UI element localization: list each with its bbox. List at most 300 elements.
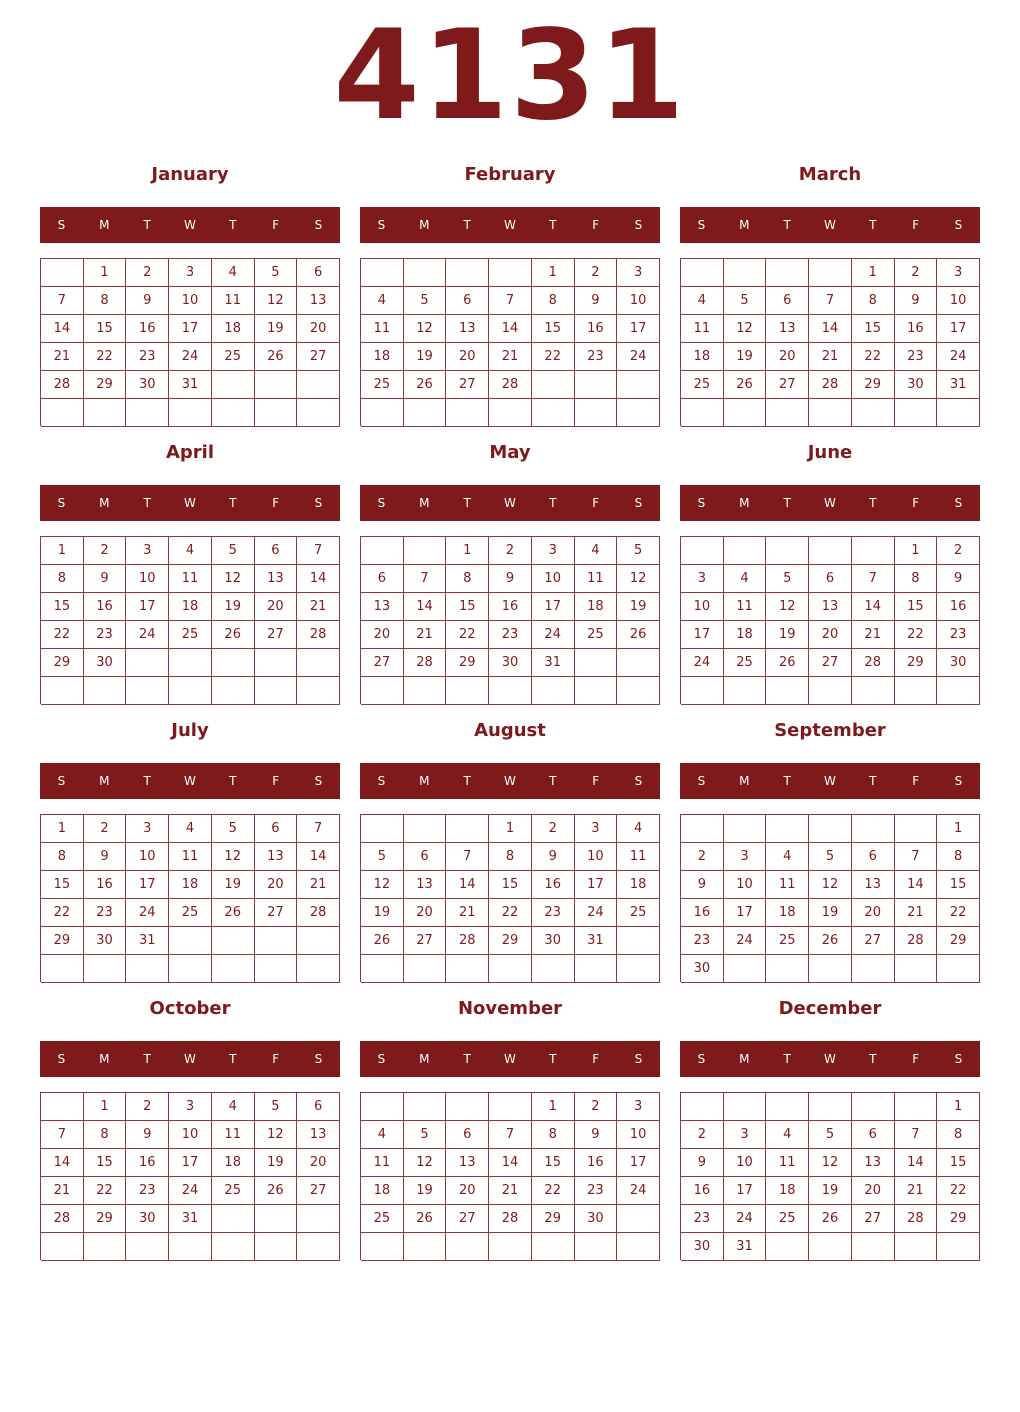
day-cell: 26 [617, 621, 660, 649]
day-cell: 9 [126, 287, 169, 315]
day-cell: 17 [575, 871, 618, 899]
empty-cell [681, 399, 724, 427]
day-cell: 11 [617, 843, 660, 871]
weekday-label: S [697, 218, 706, 232]
day-cell: 27 [297, 343, 340, 371]
weekday-header [360, 1041, 660, 1077]
day-cell: 5 [212, 815, 255, 843]
day-cell: 22 [852, 343, 895, 371]
day-cell: 24 [724, 1205, 767, 1233]
empty-cell [297, 955, 340, 983]
day-cell: 22 [532, 1177, 575, 1205]
day-cell: 1 [532, 259, 575, 287]
day-cell: 26 [255, 1177, 298, 1205]
day-cell: 29 [446, 649, 489, 677]
weekday-label: T [783, 774, 791, 788]
day-cell: 23 [895, 343, 938, 371]
day-cell: 28 [41, 1205, 84, 1233]
day-cell: 11 [169, 565, 212, 593]
day-cell: 7 [297, 537, 340, 565]
empty-cell [532, 371, 575, 399]
day-cell: 7 [41, 287, 84, 315]
weekday-label: F [912, 218, 920, 232]
weekday-label: S [954, 1052, 963, 1066]
empty-cell [766, 677, 809, 705]
day-cell: 3 [169, 259, 212, 287]
empty-cell [937, 399, 980, 427]
weekday-label: S [634, 218, 643, 232]
month-name: August [474, 720, 546, 741]
day-cell: 12 [255, 287, 298, 315]
day-cell: 10 [169, 287, 212, 315]
day-cell: 17 [681, 621, 724, 649]
empty-cell [404, 677, 447, 705]
day-cell: 2 [937, 537, 980, 565]
day-cell: 24 [617, 1177, 660, 1205]
day-cell: 31 [126, 927, 169, 955]
day-cell: 7 [489, 1121, 532, 1149]
day-cell: 24 [937, 343, 980, 371]
day-cell: 19 [212, 871, 255, 899]
day-cell: 26 [724, 371, 767, 399]
day-cell: 20 [852, 899, 895, 927]
empty-cell [724, 815, 767, 843]
day-grid [360, 258, 660, 426]
day-cell: 7 [809, 287, 852, 315]
day-cell: 10 [937, 287, 980, 315]
empty-cell [41, 1233, 84, 1261]
day-cell: 14 [809, 315, 852, 343]
day-cell: 5 [255, 1093, 298, 1121]
weekday-label: T [869, 496, 877, 510]
month-name: September [774, 720, 886, 741]
day-cell: 21 [41, 1177, 84, 1205]
empty-cell [169, 677, 212, 705]
day-cell: 18 [724, 621, 767, 649]
weekday-label: S [377, 1052, 386, 1066]
day-cell: 25 [766, 927, 809, 955]
day-cell: 29 [41, 649, 84, 677]
day-cell: 23 [575, 1177, 618, 1205]
day-cell: 16 [532, 871, 575, 899]
weekday-label: F [592, 496, 600, 510]
day-cell: 1 [852, 259, 895, 287]
day-cell: 28 [852, 649, 895, 677]
empty-cell [766, 955, 809, 983]
weekday-label: T [229, 218, 237, 232]
day-cell: 26 [766, 649, 809, 677]
day-cell: 24 [169, 1177, 212, 1205]
day-cell: 21 [489, 1177, 532, 1205]
day-cell: 5 [404, 1121, 447, 1149]
day-cell: 15 [937, 871, 980, 899]
day-cell: 22 [84, 1177, 127, 1205]
weekday-label: M [739, 1052, 750, 1066]
day-cell: 17 [617, 315, 660, 343]
empty-cell [766, 259, 809, 287]
weekday-header [680, 207, 980, 243]
day-cell: 10 [724, 871, 767, 899]
empty-cell [937, 1233, 980, 1261]
weekday-label: W [824, 496, 836, 510]
empty-cell [361, 1093, 404, 1121]
day-cell: 26 [809, 927, 852, 955]
weekday-label: S [954, 496, 963, 510]
day-cell: 28 [404, 649, 447, 677]
day-cell: 5 [766, 565, 809, 593]
day-cell: 22 [937, 1177, 980, 1205]
day-cell: 1 [41, 815, 84, 843]
day-cell: 15 [41, 593, 84, 621]
day-cell: 16 [575, 1149, 618, 1177]
day-cell: 4 [212, 1093, 255, 1121]
empty-cell [724, 1093, 767, 1121]
day-cell: 13 [852, 1149, 895, 1177]
weekday-header [40, 1041, 340, 1077]
weekday-label: W [824, 774, 836, 788]
weekday-header [360, 763, 660, 799]
month-name: February [464, 164, 556, 185]
weekday-label: M [419, 1052, 430, 1066]
day-cell: 11 [361, 315, 404, 343]
day-cell: 2 [489, 537, 532, 565]
weekday-label: T [143, 1052, 151, 1066]
empty-cell [617, 677, 660, 705]
day-cell: 9 [895, 287, 938, 315]
day-cell: 9 [84, 843, 127, 871]
day-cell: 15 [532, 1149, 575, 1177]
day-cell: 18 [169, 593, 212, 621]
month-name: March [798, 164, 862, 185]
day-cell: 27 [852, 927, 895, 955]
empty-cell [575, 649, 618, 677]
day-cell: 10 [575, 843, 618, 871]
day-cell: 24 [575, 899, 618, 927]
day-cell: 8 [41, 843, 84, 871]
empty-cell [937, 677, 980, 705]
day-cell: 2 [532, 815, 575, 843]
weekday-label: M [99, 218, 110, 232]
day-cell: 9 [681, 1149, 724, 1177]
empty-cell [404, 1233, 447, 1261]
weekday-label: S [954, 774, 963, 788]
day-cell: 15 [937, 1149, 980, 1177]
day-cell: 6 [766, 287, 809, 315]
weekday-label: W [824, 218, 836, 232]
day-cell: 21 [895, 899, 938, 927]
day-cell: 17 [724, 899, 767, 927]
weekday-label: F [592, 774, 600, 788]
day-grid [360, 814, 660, 982]
day-cell: 6 [809, 565, 852, 593]
weekday-label: F [912, 496, 920, 510]
day-cell: 8 [84, 1121, 127, 1149]
weekday-label: M [739, 218, 750, 232]
day-cell: 11 [766, 1149, 809, 1177]
day-cell: 6 [255, 815, 298, 843]
empty-cell [766, 815, 809, 843]
day-cell: 7 [489, 287, 532, 315]
weekday-label: T [463, 496, 471, 510]
weekday-label: T [143, 218, 151, 232]
empty-cell [937, 955, 980, 983]
day-cell: 30 [489, 649, 532, 677]
day-cell: 20 [255, 593, 298, 621]
weekday-label: W [504, 774, 516, 788]
weekday-label: F [592, 1052, 600, 1066]
day-cell: 4 [361, 1121, 404, 1149]
day-cell: 9 [84, 565, 127, 593]
empty-cell [297, 1233, 340, 1261]
empty-cell [446, 677, 489, 705]
day-cell: 4 [724, 565, 767, 593]
day-cell: 4 [617, 815, 660, 843]
day-cell: 16 [489, 593, 532, 621]
empty-cell [681, 537, 724, 565]
day-cell: 15 [446, 593, 489, 621]
day-cell: 4 [681, 287, 724, 315]
day-cell: 13 [255, 843, 298, 871]
day-cell: 27 [446, 371, 489, 399]
day-cell: 23 [575, 343, 618, 371]
day-cell: 3 [617, 1093, 660, 1121]
empty-cell [297, 1205, 340, 1233]
day-grid [40, 258, 340, 426]
empty-cell [361, 259, 404, 287]
weekday-label: W [184, 218, 196, 232]
year-title: 4131 [333, 4, 687, 148]
day-cell: 22 [489, 899, 532, 927]
day-cell: 31 [937, 371, 980, 399]
day-cell: 6 [852, 1121, 895, 1149]
empty-cell [575, 371, 618, 399]
empty-cell [255, 649, 298, 677]
day-grid [680, 1092, 980, 1260]
day-cell: 8 [852, 287, 895, 315]
day-cell: 29 [84, 371, 127, 399]
day-cell: 31 [169, 371, 212, 399]
day-cell: 25 [169, 899, 212, 927]
day-cell: 16 [681, 899, 724, 927]
empty-cell [895, 1093, 938, 1121]
day-cell: 15 [489, 871, 532, 899]
day-cell: 18 [766, 1177, 809, 1205]
day-cell: 30 [126, 371, 169, 399]
day-cell: 7 [446, 843, 489, 871]
day-cell: 23 [126, 343, 169, 371]
empty-cell [255, 677, 298, 705]
day-cell: 2 [84, 815, 127, 843]
day-cell: 2 [84, 537, 127, 565]
empty-cell [84, 1233, 127, 1261]
day-cell: 28 [809, 371, 852, 399]
day-cell: 18 [681, 343, 724, 371]
empty-cell [617, 955, 660, 983]
empty-cell [809, 1233, 852, 1261]
day-cell: 24 [169, 343, 212, 371]
day-cell: 28 [446, 927, 489, 955]
day-cell: 29 [84, 1205, 127, 1233]
day-cell: 12 [809, 871, 852, 899]
empty-cell [126, 677, 169, 705]
day-cell: 17 [724, 1177, 767, 1205]
empty-cell [41, 1093, 84, 1121]
day-cell: 2 [895, 259, 938, 287]
weekday-label: S [314, 496, 323, 510]
empty-cell [681, 677, 724, 705]
weekday-label: M [99, 774, 110, 788]
empty-cell [617, 1205, 660, 1233]
day-cell: 25 [169, 621, 212, 649]
empty-cell [404, 815, 447, 843]
weekday-header [680, 763, 980, 799]
day-cell: 20 [297, 315, 340, 343]
day-cell: 16 [126, 315, 169, 343]
day-cell: 18 [617, 871, 660, 899]
day-cell: 9 [937, 565, 980, 593]
day-cell: 22 [41, 899, 84, 927]
day-cell: 18 [361, 1177, 404, 1205]
empty-cell [532, 677, 575, 705]
day-cell: 17 [126, 593, 169, 621]
empty-cell [255, 399, 298, 427]
day-cell: 2 [575, 259, 618, 287]
day-cell: 4 [169, 815, 212, 843]
day-cell: 13 [361, 593, 404, 621]
empty-cell [212, 399, 255, 427]
empty-cell [212, 649, 255, 677]
day-cell: 22 [446, 621, 489, 649]
empty-cell [852, 677, 895, 705]
day-cell: 15 [852, 315, 895, 343]
day-cell: 14 [895, 1149, 938, 1177]
day-cell: 29 [532, 1205, 575, 1233]
day-cell: 13 [446, 1149, 489, 1177]
day-cell: 24 [126, 899, 169, 927]
weekday-label: T [463, 1052, 471, 1066]
weekday-label: T [143, 774, 151, 788]
empty-cell [852, 955, 895, 983]
empty-cell [852, 537, 895, 565]
day-cell: 7 [895, 843, 938, 871]
day-cell: 29 [852, 371, 895, 399]
day-cell: 23 [532, 899, 575, 927]
weekday-label: F [272, 1052, 280, 1066]
weekday-label: T [143, 496, 151, 510]
day-cell: 8 [937, 843, 980, 871]
day-cell: 20 [766, 343, 809, 371]
day-cell: 17 [126, 871, 169, 899]
weekday-label: S [697, 774, 706, 788]
day-cell: 5 [724, 287, 767, 315]
day-cell: 20 [297, 1149, 340, 1177]
day-cell: 2 [575, 1093, 618, 1121]
day-cell: 13 [404, 871, 447, 899]
empty-cell [809, 815, 852, 843]
day-cell: 20 [809, 621, 852, 649]
empty-cell [169, 927, 212, 955]
empty-cell [489, 677, 532, 705]
empty-cell [575, 677, 618, 705]
day-cell: 21 [489, 343, 532, 371]
day-cell: 5 [617, 537, 660, 565]
weekday-label: F [272, 218, 280, 232]
day-cell: 27 [446, 1205, 489, 1233]
day-cell: 12 [404, 1149, 447, 1177]
day-cell: 29 [937, 1205, 980, 1233]
empty-cell [361, 955, 404, 983]
day-cell: 14 [446, 871, 489, 899]
month-name: July [171, 720, 209, 741]
day-cell: 7 [852, 565, 895, 593]
day-cell: 12 [212, 565, 255, 593]
day-cell: 20 [255, 871, 298, 899]
day-cell: 10 [169, 1121, 212, 1149]
empty-cell [446, 259, 489, 287]
empty-cell [169, 955, 212, 983]
day-grid [680, 258, 980, 426]
day-cell: 17 [532, 593, 575, 621]
day-cell: 7 [297, 815, 340, 843]
day-cell: 9 [532, 843, 575, 871]
empty-cell [617, 399, 660, 427]
day-cell: 5 [809, 843, 852, 871]
day-grid [360, 1092, 660, 1260]
day-cell: 15 [84, 315, 127, 343]
day-cell: 27 [255, 899, 298, 927]
day-cell: 20 [852, 1177, 895, 1205]
day-cell: 12 [766, 593, 809, 621]
day-cell: 18 [169, 871, 212, 899]
day-cell: 18 [766, 899, 809, 927]
empty-cell [446, 1233, 489, 1261]
weekday-label: S [697, 496, 706, 510]
empty-cell [212, 1233, 255, 1261]
empty-cell [852, 1233, 895, 1261]
empty-cell [84, 399, 127, 427]
day-cell: 23 [489, 621, 532, 649]
empty-cell [212, 371, 255, 399]
day-cell: 20 [361, 621, 404, 649]
empty-cell [766, 1093, 809, 1121]
empty-cell [361, 537, 404, 565]
day-cell: 12 [212, 843, 255, 871]
day-cell: 24 [724, 927, 767, 955]
weekday-header [360, 485, 660, 521]
day-cell: 31 [724, 1233, 767, 1261]
weekday-label: T [549, 774, 557, 788]
day-cell: 7 [404, 565, 447, 593]
weekday-label: T [549, 1052, 557, 1066]
weekday-header [680, 485, 980, 521]
day-cell: 6 [361, 565, 404, 593]
day-cell: 19 [617, 593, 660, 621]
day-cell: 27 [852, 1205, 895, 1233]
day-cell: 13 [766, 315, 809, 343]
empty-cell [489, 1233, 532, 1261]
day-cell: 30 [575, 1205, 618, 1233]
empty-cell [575, 1233, 618, 1261]
empty-cell [489, 399, 532, 427]
empty-cell [895, 955, 938, 983]
day-cell: 1 [84, 259, 127, 287]
day-cell: 5 [404, 287, 447, 315]
day-cell: 23 [126, 1177, 169, 1205]
weekday-label: S [377, 496, 386, 510]
day-cell: 13 [809, 593, 852, 621]
day-cell: 14 [297, 565, 340, 593]
empty-cell [532, 399, 575, 427]
